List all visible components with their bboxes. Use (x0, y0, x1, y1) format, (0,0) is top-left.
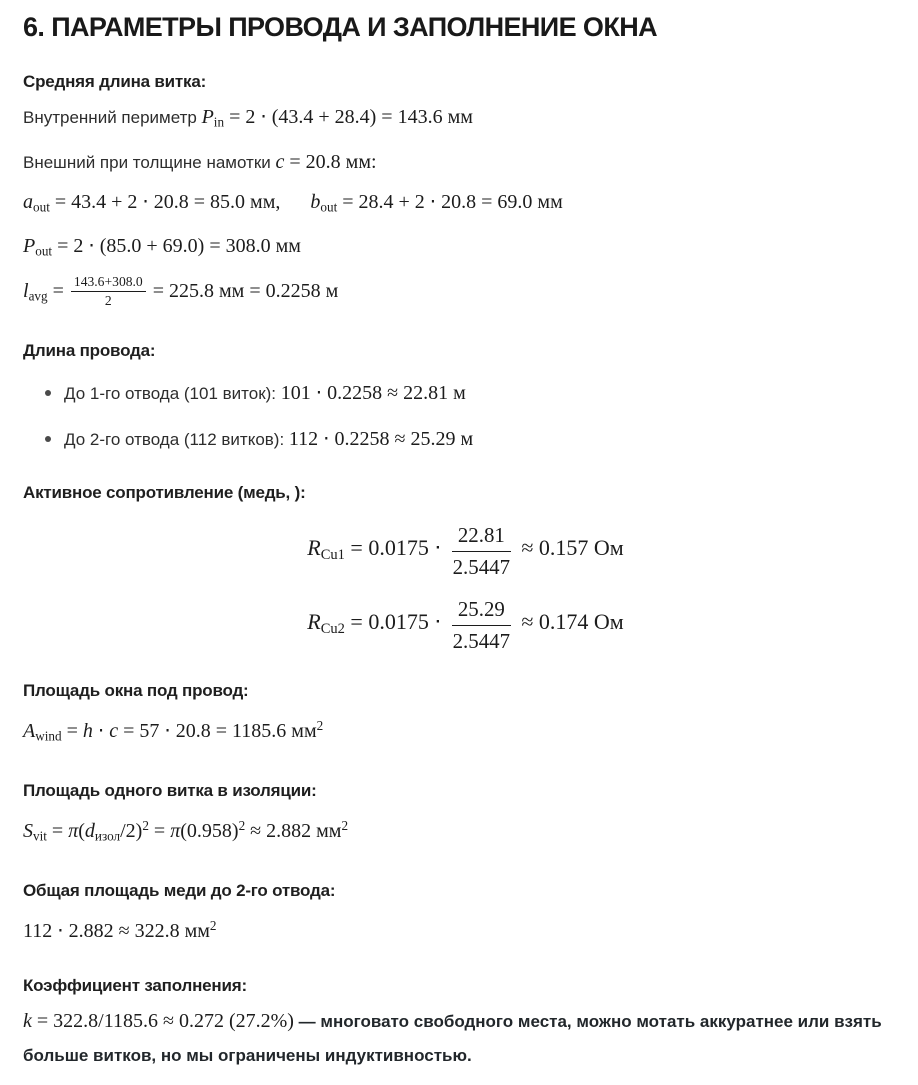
math-subscript: out (35, 244, 53, 260)
section (23, 70, 908, 313)
formula-line (23, 186, 908, 224)
math-variable: π (68, 820, 79, 843)
math-variable: P (201, 106, 214, 128)
fraction-numerator: 143.6+308.0 (71, 274, 146, 292)
math-text: = 225.8 мм = 0.2258 м (147, 280, 339, 303)
math-text: = 2 ⋅ (43.4 + 28.4) = 143.6 мм (224, 106, 473, 128)
math-expression (23, 917, 217, 942)
math-variable: π (170, 820, 181, 843)
math-text: = 2 ⋅ (85.0 + 69.0) = 308.0 мм (52, 235, 301, 258)
math-subscript: out (33, 199, 50, 215)
math-variable: k (23, 1010, 32, 1032)
math-variable: l (23, 280, 29, 303)
math-expression (281, 382, 466, 404)
math-variable: b (310, 190, 321, 213)
section-heading: Площадь окна под провод: (23, 680, 249, 700)
fraction-denominator: 2.5447 (452, 628, 511, 653)
math-subscript: in (213, 114, 225, 130)
math-text: ⋅ (92, 720, 110, 743)
math-text: = (61, 720, 83, 743)
math-superscript: 2 (209, 917, 217, 933)
body-text: До 1-го отвода (101 виток): (64, 383, 281, 403)
body-text: Внутренний периметр (23, 108, 202, 127)
section (23, 779, 908, 853)
math-expression (202, 106, 473, 128)
math-expression (307, 522, 624, 579)
section (23, 879, 908, 948)
formula-line (23, 230, 908, 268)
math-variable: R (307, 535, 321, 561)
math-text: = 0.0175 ⋅ (344, 535, 447, 561)
section-heading: Средняя длина витка: (23, 72, 207, 91)
math-variable: d (84, 820, 95, 843)
math-variable: c (275, 150, 285, 173)
math-subscript: wind (35, 728, 62, 744)
math-expression (23, 235, 301, 260)
section (23, 974, 908, 1073)
math-variable: c (109, 720, 119, 743)
math-text: 101 ⋅ 0.2258 ≈ 22.81 м (280, 381, 466, 404)
math-expression (23, 1010, 294, 1032)
display-equation (23, 596, 908, 653)
math-subscript: vit (33, 828, 47, 844)
page-title: 6. ПАРАМЕТРЫ ПРОВОДА И ЗАПОЛНЕНИЕ ОКНА (23, 12, 658, 42)
body-text: Внешний при толщине намотки (23, 152, 276, 172)
math-text: ( (78, 820, 85, 843)
document-body (23, 70, 908, 1073)
math-subscript: out (320, 199, 338, 215)
section-heading: Площадь одного витка в изоляции: (23, 780, 317, 800)
math-text: = 28.4 + 2 ⋅ 20.8 = 69.0 мм (337, 190, 563, 213)
math-superscript: 2 (341, 817, 349, 833)
math-subscript: avg (28, 288, 48, 304)
display-equation (23, 522, 908, 579)
fraction (452, 596, 511, 653)
fraction-numerator: 22.81 (452, 522, 511, 552)
math-text: /2) (120, 820, 143, 843)
formula-line (23, 275, 908, 313)
note-line (23, 1004, 908, 1073)
section (23, 339, 908, 455)
math-text: = 0.0175 ⋅ (344, 609, 447, 635)
section-heading: Коэффициент заполнения: (23, 976, 247, 995)
section (23, 481, 908, 653)
section-heading: Активное сопротивление (медь, ): (23, 482, 306, 502)
math-text: = 57 ⋅ 20.8 = 1185.6 мм (118, 720, 317, 743)
math-subscript: изол (94, 828, 121, 844)
bullet-item (23, 378, 908, 409)
math-text: 112 ⋅ 0.2258 ≈ 25.29 м (288, 427, 474, 450)
fraction-numerator: 25.29 (452, 596, 511, 626)
math-text: 112 ⋅ 2.882 ≈ 322.8 мм (23, 920, 210, 942)
fraction (452, 522, 511, 579)
math-text: = 43.4 + 2 ⋅ 20.8 = 85.0 мм, (49, 190, 281, 213)
bullet-line (64, 424, 473, 455)
bullet-icon (45, 436, 51, 442)
formula-line (23, 910, 908, 948)
section (23, 679, 908, 753)
bullet-line (64, 378, 466, 409)
fraction-denominator: 2.5447 (452, 554, 511, 579)
formula-line (23, 710, 908, 753)
formula-line (23, 810, 908, 853)
formula-line (23, 146, 908, 179)
math-variable: h (82, 720, 93, 743)
math-text: = (47, 280, 69, 303)
math-text: = 322.8/1185.6 ≈ 0.272 (27.2%) (31, 1010, 294, 1032)
math-expression (23, 191, 563, 213)
math-expression (276, 151, 377, 173)
math-text: ≈ 2.882 мм (245, 820, 342, 843)
math-expression (289, 428, 473, 450)
math-text: (0.958) (180, 820, 239, 843)
math-text: = (46, 820, 69, 843)
math-variable: S (23, 820, 33, 843)
math-text (280, 191, 310, 213)
fraction-denominator: 2 (104, 292, 112, 308)
formula-line (23, 101, 908, 139)
math-expression (307, 596, 624, 653)
math-expression (23, 273, 339, 308)
bullet-item (23, 424, 908, 455)
math-subscript: Cu2 (320, 621, 345, 638)
section-heading: Общая площадь меди до 2-го отвода: (23, 880, 336, 900)
math-text: ≈ 0.174 Ом (515, 609, 624, 635)
math-expression (23, 717, 324, 744)
math-subscript: Cu1 (320, 547, 345, 564)
section-heading: Длина провода: (23, 340, 156, 360)
math-variable: R (307, 609, 321, 635)
math-superscript: 2 (316, 717, 324, 733)
math-superscript: 2 (238, 817, 246, 833)
math-variable: A (23, 720, 36, 743)
math-variable: P (23, 235, 36, 258)
math-text: = (148, 820, 171, 843)
bullet-icon (45, 390, 51, 396)
fraction (71, 274, 146, 308)
math-text: ≈ 0.157 Ом (515, 535, 624, 561)
body-text: До 2-го отвода (112 витков): (64, 429, 289, 449)
math-variable: a (23, 190, 33, 213)
math-expression (23, 817, 349, 844)
math-superscript: 2 (142, 817, 149, 833)
math-text: = 20.8 мм: (284, 150, 377, 173)
bold-note-text: — многовато свободного места, можно мотать аккуратнее или взять больше витков, но мы ограничены индуктивностью. (23, 1012, 882, 1065)
